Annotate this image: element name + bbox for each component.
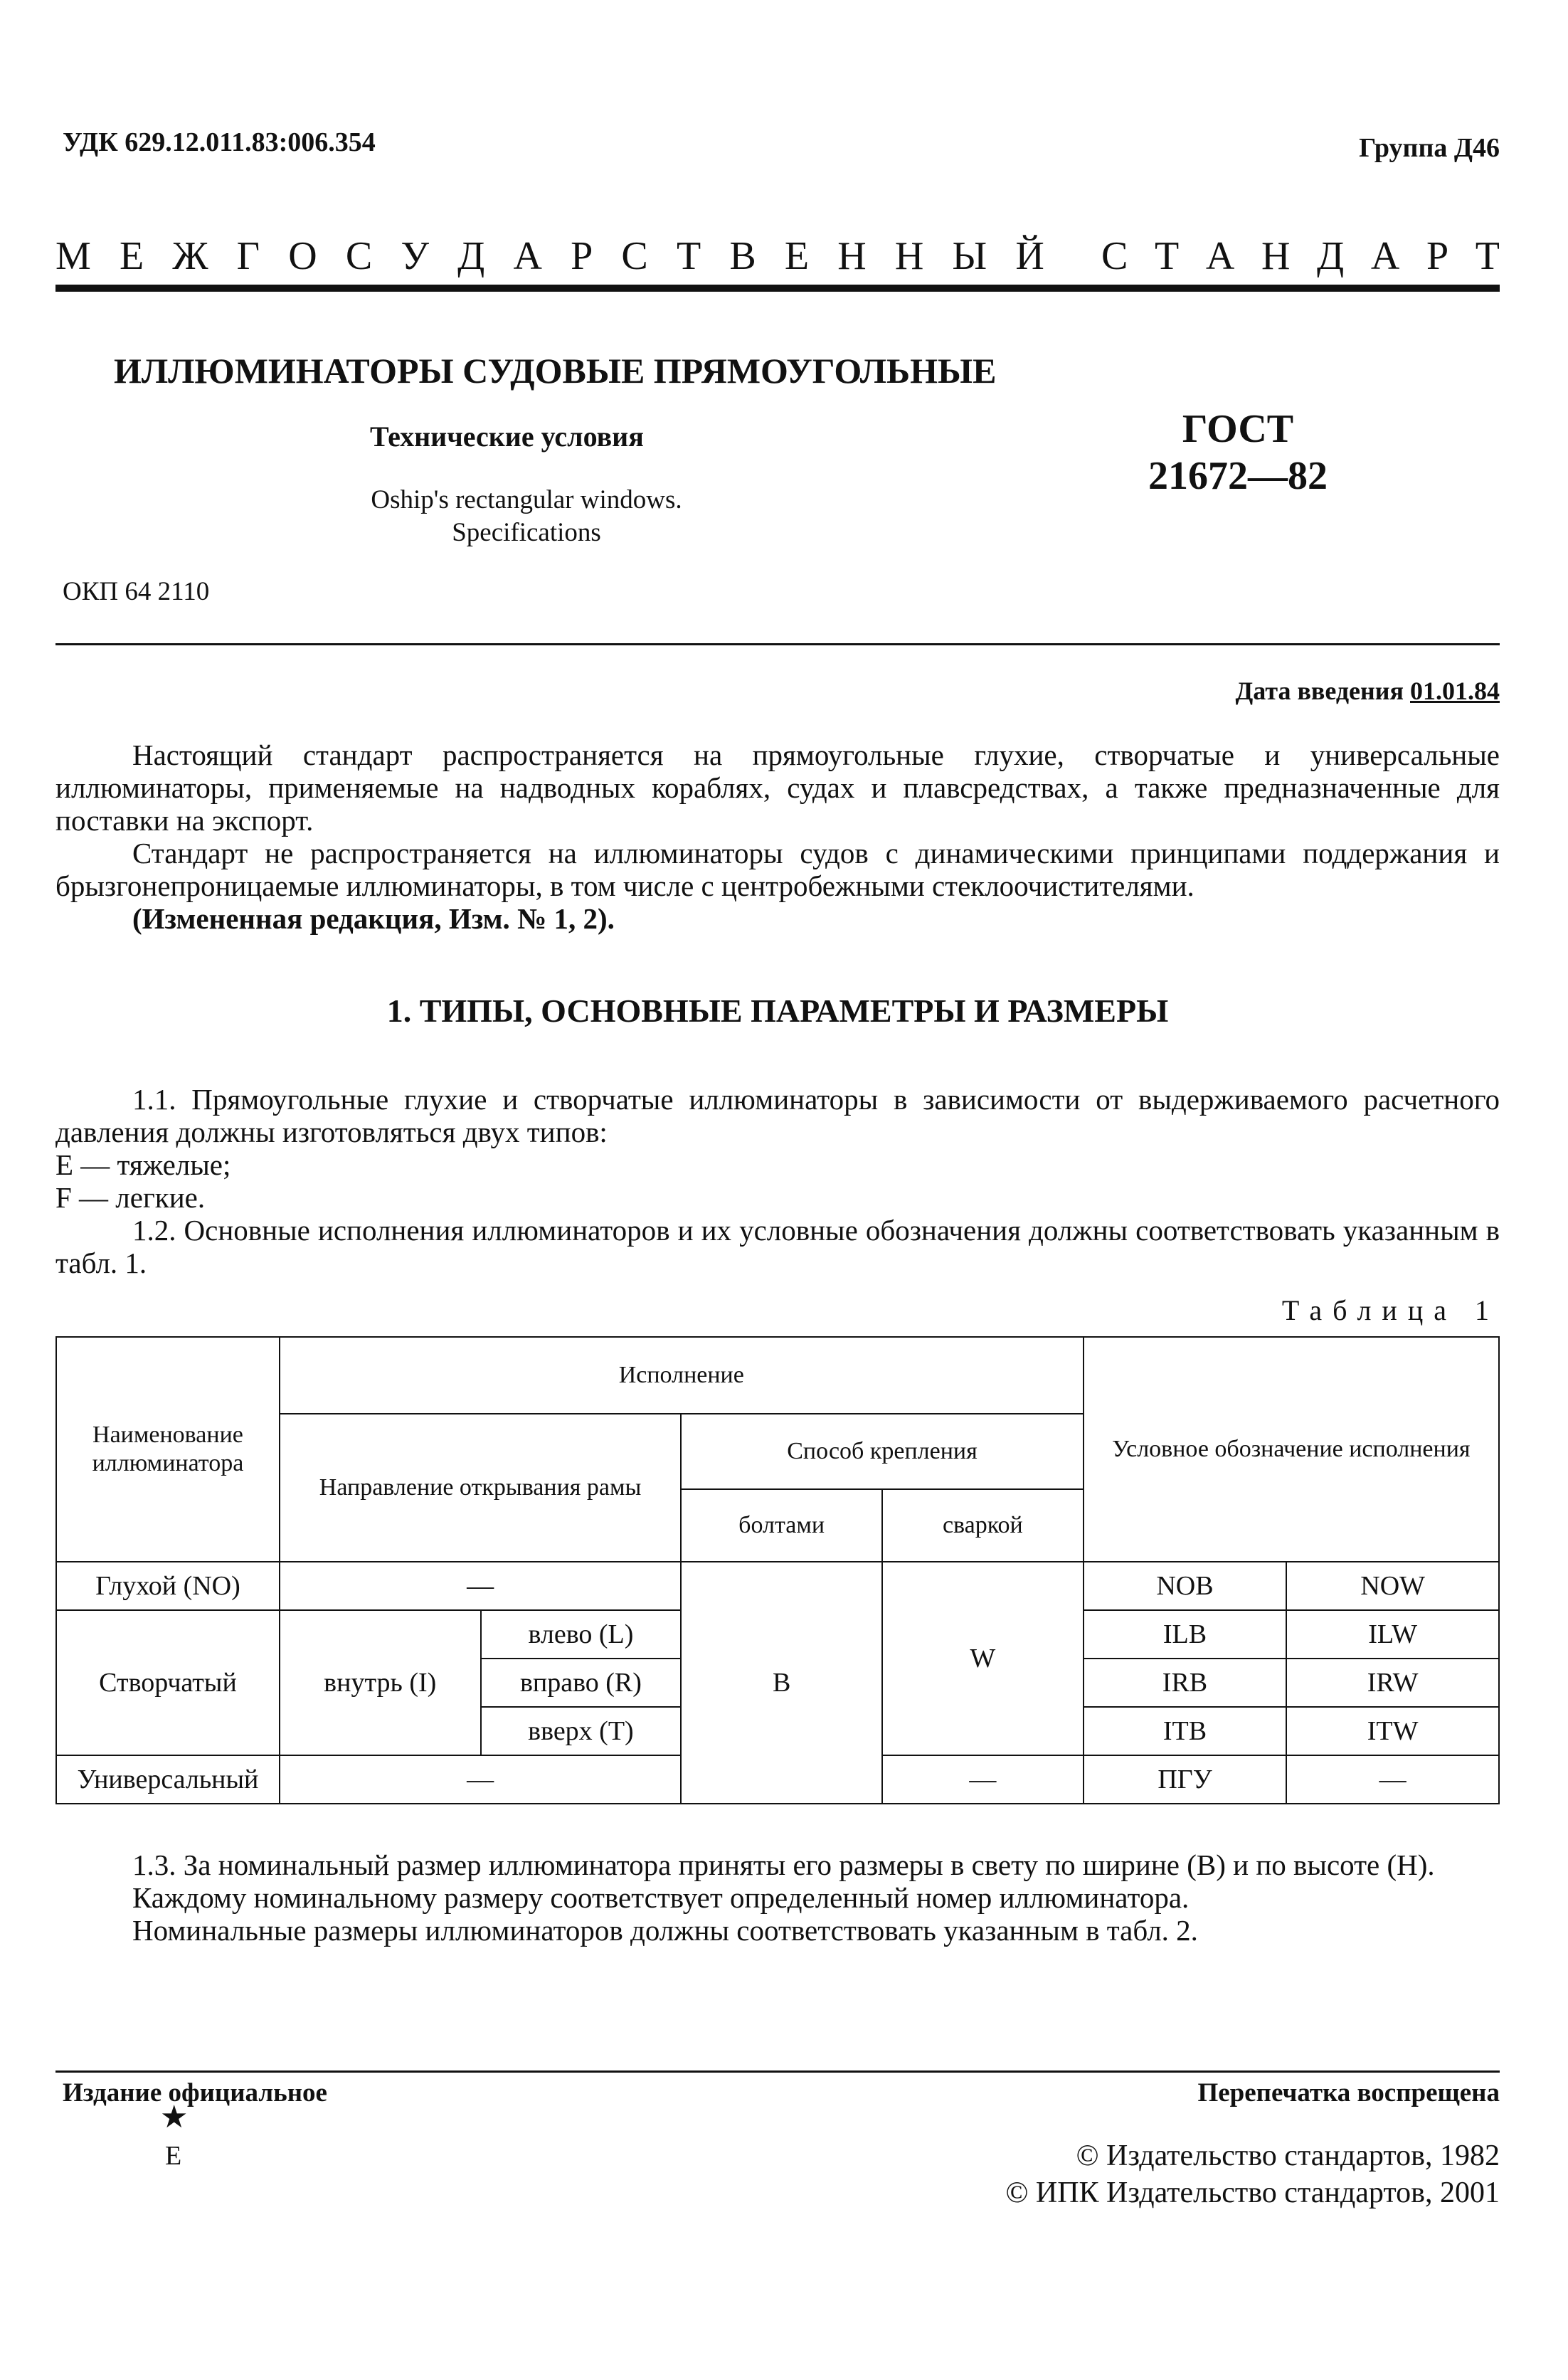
designation-pgu: ПГУ: [1084, 1755, 1287, 1804]
copyright-block: [1005, 2137, 1500, 2211]
document-subtitle: Технические условия: [370, 421, 644, 453]
banner-word-interstate: [55, 233, 1044, 279]
banner-left-letter: Н: [894, 234, 924, 278]
banner-left-letter: М: [55, 234, 91, 278]
designation-itw: ITW: [1286, 1707, 1499, 1755]
designation-irb: IRB: [1084, 1659, 1287, 1707]
row-hinged-name: Створчатый: [56, 1610, 280, 1755]
banner-left-letter: Ы: [952, 234, 987, 278]
banner-left-letter: Д: [457, 234, 485, 278]
banner-right-letter: А: [1205, 234, 1235, 278]
type-e: Е — тяжелые;: [55, 1148, 231, 1181]
banner-right-letter: А: [1370, 234, 1400, 278]
edition-letter: Е: [165, 2141, 182, 2171]
designation-ilb: ILB: [1084, 1610, 1287, 1659]
row-universal-name: Универсальный: [56, 1755, 280, 1804]
title-rule: [55, 643, 1500, 645]
english-title: [334, 484, 719, 549]
star-icon: ★: [160, 2100, 189, 2135]
date-label: Дата введения: [1235, 677, 1404, 705]
copyright-1982: © Издательство стандартов, 1982: [1076, 2140, 1500, 2172]
header-bolts: болтами: [681, 1489, 882, 1562]
header-designation: Условное обозначение исполнения: [1084, 1337, 1499, 1562]
bolts-value: B: [681, 1562, 882, 1804]
clause-1-3-b: Каждому номинальному размеру соответствует определенный номер иллюминатора.: [132, 1881, 1190, 1914]
header-name: Наименование иллюминатора: [56, 1337, 280, 1562]
banner-right-letter: Н: [1261, 234, 1291, 278]
designation-universal-dash: —: [1286, 1755, 1499, 1804]
designation-itb: ITB: [1084, 1707, 1287, 1755]
section-1-heading: 1. ТИПЫ, ОСНОВНЫЕ ПАРАМЕТРЫ И РАЗМЕРЫ: [386, 993, 1169, 1029]
english-title-line1: Oship's rectangular windows.: [371, 485, 682, 514]
group-code: Группа Д46: [1359, 133, 1500, 163]
header-rule: [55, 285, 1500, 292]
banner-left-letter: С: [621, 234, 648, 278]
standard-banner: [55, 233, 1500, 279]
banner-left-letter: Ж: [172, 234, 208, 278]
gost-label: ГОСТ: [1182, 407, 1294, 451]
clause-1-3-c: Номинальные размеры иллюминаторов должны соответствовать указанным в табл. 2.: [132, 1914, 1198, 1947]
intro-paragraph-1: Настоящий стандарт распространяется на прямоугольные глухие, створчатые и универсальные иллюминаторы, применяемые на надводных кораблях, судах и плавсредствах, а также предназначенные для поставки на экспорт.: [55, 739, 1500, 837]
banner-left-letter: Г: [236, 234, 260, 278]
table-1: [55, 1336, 1500, 1804]
gost-number-block: [1096, 406, 1380, 499]
clause-1-1: 1.1. Прямоугольные глухие и створчатые иллюминаторы в зависимости от выдерживаемого расчетного давления должны изготовляться двух типов:: [55, 1083, 1500, 1148]
row-blind-direction: —: [280, 1562, 681, 1610]
header-fastening: Способ крепления: [681, 1414, 1083, 1489]
row-universal-direction: —: [280, 1755, 681, 1804]
clause-1-2: 1.2. Основные исполнения иллюминаторов и их условные обозначения должны соответствовать указанным в табл. 1.: [55, 1214, 1500, 1279]
introduction-date: [1236, 676, 1500, 706]
row-universal-welding: —: [882, 1755, 1084, 1804]
intro-text: [55, 739, 1500, 935]
row-blind-name: Глухой (NO): [56, 1562, 280, 1610]
footer-rule: [55, 2070, 1500, 2073]
document-title: ИЛЛЮМИНАТОРЫ СУДОВЫЕ ПРЯМОУГОЛЬНЫЕ: [114, 351, 997, 391]
banner-right-letter: Т: [1155, 234, 1180, 278]
welding-value: W: [882, 1562, 1084, 1755]
header-direction: Направление открывания рамы: [280, 1414, 681, 1562]
udk-code: УДК 629.12.011.83:006.354: [63, 127, 376, 157]
banner-left-letter: С: [345, 234, 373, 278]
designation-nob: NOB: [1084, 1562, 1287, 1610]
banner-left-letter: Т: [676, 234, 701, 278]
date-value: 01.01.84: [1410, 677, 1500, 705]
banner-left-letter: Н: [837, 234, 867, 278]
row-hinged-up: вверх (T): [481, 1707, 682, 1755]
banner-left-letter: Е: [784, 234, 810, 278]
header-welding: сваркой: [882, 1489, 1084, 1562]
header-execution: Исполнение: [280, 1337, 1084, 1414]
english-title-line2: Specifications: [452, 518, 601, 547]
banner-left-letter: Е: [119, 234, 144, 278]
banner-right-letter: Р: [1426, 234, 1449, 278]
official-edition: Издание официальное: [63, 2078, 327, 2107]
gost-number: 21672—82: [1148, 454, 1328, 498]
banner-left-letter: О: [288, 234, 317, 278]
designation-now: NOW: [1286, 1562, 1499, 1610]
designation-irw: IRW: [1286, 1659, 1499, 1707]
table-1-caption: Таблица 1: [1281, 1294, 1500, 1326]
okp-code: ОКП 64 2110: [63, 577, 210, 606]
banner-word-standard: [1101, 233, 1500, 279]
section-1-text: [55, 1083, 1500, 1279]
banner-left-letter: А: [513, 234, 542, 278]
intro-amendment: (Измененная редакция, Изм. № 1, 2).: [132, 902, 615, 935]
banner-left-letter: Й: [1015, 234, 1044, 278]
type-f: F — легкие.: [55, 1181, 206, 1214]
banner-right-letter: Д: [1317, 234, 1345, 278]
copyright-2001: © ИПК Издательство стандартов, 2001: [1005, 2177, 1500, 2209]
banner-left-letter: Р: [571, 234, 593, 278]
row-hinged-inward: внутрь (I): [280, 1610, 481, 1755]
clause-1-3: 1.3. За номинальный размер иллюминатора приняты его размеры в свету по ширине (B) и по высоте (H).: [132, 1849, 1435, 1881]
intro-paragraph-2: Стандарт не распространяется на иллюминаторы судов с динамическими принципами поддержания и брызгонепроницаемые иллюминаторы, в том числе с центробежными стеклоочистителями.: [55, 837, 1500, 902]
reprint-prohibited: Перепечатка воспрещена: [1197, 2078, 1500, 2107]
designation-ilw: ILW: [1286, 1610, 1499, 1659]
clause-1-3-text: [55, 1849, 1500, 1947]
banner-left-letter: В: [729, 234, 756, 278]
row-hinged-left: влево (L): [481, 1610, 682, 1659]
banner-right-letter: Т: [1475, 234, 1500, 278]
row-hinged-right: вправо (R): [481, 1659, 682, 1707]
banner-right-letter: С: [1101, 234, 1128, 278]
banner-left-letter: У: [401, 234, 429, 278]
